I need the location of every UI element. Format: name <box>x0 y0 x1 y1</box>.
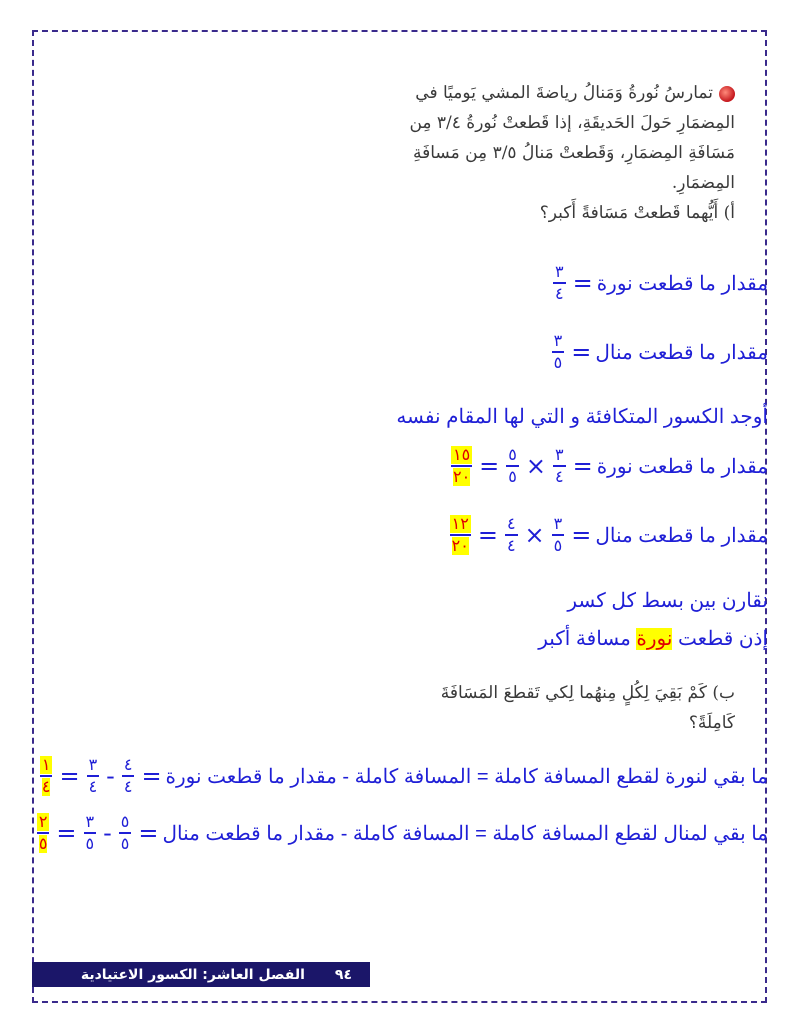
fraction-5-5: $\frac{٥}{٥}$ <box>508 445 517 486</box>
equals-sign: = <box>572 452 593 480</box>
conclusion-name-highlighted: نورة <box>636 628 673 650</box>
question-b <box>345 678 735 738</box>
question-b-line-1: ب) كَمْ بَقِيَ لِكُلٍ مِنهُما لِكي تَقطعَ المَسَافَةَ <box>440 683 735 703</box>
problem-line-2: المِضمَارِ حَولَ الحَديقَةِ، إذا قَطعتْ نُورةُ ٣/٤ مِن <box>409 113 735 133</box>
fraction-3-4: $\frac{٣}{٤}$ <box>554 445 564 486</box>
times-sign: × <box>525 452 546 480</box>
remaining-manal-text: ما بقي لمنال لقطع المسافة كاملة = المسافة كاملة - مقدار ما قطعت منال <box>162 822 768 845</box>
equals-sign: = <box>571 521 592 549</box>
chapter-title: الفصل العاشر: الكسور الاعتيادية <box>80 966 305 983</box>
compare-line <box>567 588 768 613</box>
question-a: أ) أَيُّهما قَطعتْ مَسَافةً أَكبر؟ <box>539 203 735 223</box>
question-b-line-2: كَامِلَةً؟ <box>688 713 735 733</box>
page-number: ٩٤ <box>334 966 352 983</box>
conclusion-line <box>538 626 768 651</box>
equals-sign: = <box>572 269 593 297</box>
manal-label: مقدار ما قطعت منال <box>595 524 768 547</box>
fraction-1-4-highlighted: $\frac{١}{٤}$ <box>41 755 51 796</box>
fraction-2-5-highlighted: $\frac{٢}{٥}$ <box>38 812 48 853</box>
noura-equivalent-row <box>448 446 768 486</box>
chapter-footer <box>32 962 370 987</box>
fraction-5-5: $\frac{٥}{٥}$ <box>120 812 130 853</box>
times-sign: × <box>524 521 545 549</box>
equals-sign: = <box>138 819 159 847</box>
noura-label: مقدار ما قطعت نورة <box>596 272 768 295</box>
equals-sign: = <box>141 762 162 790</box>
minus-sign: - <box>106 762 115 790</box>
fraction-15-20-highlighted: $\frac{١٥}{٢٠}$ <box>452 445 471 486</box>
fraction-3-4: $\frac{٣}{٤}$ <box>554 262 564 303</box>
problem-line-3: مَسَافَةِ المِضمَارِ، وَقَطعتْ مَنالُ ٣/٥ مِن مَسافَةِ <box>413 143 735 163</box>
manal-amount-row <box>549 332 768 372</box>
equals-sign: = <box>59 762 80 790</box>
fraction-3-5: $\frac{٣}{٥}$ <box>553 514 563 555</box>
fraction-4-4: $\frac{٤}{٤}$ <box>123 755 133 796</box>
equivalent-heading-text: أوجد الكسور المتكافئة و التي لها المقام نفسه <box>396 406 768 428</box>
fraction-12-20-highlighted: $\frac{١٢}{٢٠}$ <box>451 514 469 555</box>
manal-label: مقدار ما قطعت منال <box>595 341 768 364</box>
fraction-4-4: $\frac{٤}{٤}$ <box>506 514 516 555</box>
problem-line-4: المِضمَارِ. <box>671 173 735 193</box>
equals-sign: = <box>56 819 77 847</box>
noura-amount-row <box>550 263 768 303</box>
problem-line-1: تمارسُ نُورةُ وَمَنالُ رياضةَ المشي يَوميًا في <box>345 78 735 108</box>
fraction-3-4: $\frac{٣}{٤}$ <box>88 755 98 796</box>
fraction-3-5: $\frac{٣}{٥}$ <box>85 812 95 853</box>
conclusion-text: إذن قطعت نورة مسافة أكبر <box>538 628 768 650</box>
noura-label: مقدار ما قطعت نورة <box>596 455 768 478</box>
equals-sign: = <box>571 338 592 366</box>
minus-sign: - <box>103 819 112 847</box>
equals-sign: = <box>479 452 500 480</box>
equivalent-heading <box>396 404 768 429</box>
remaining-manal-row <box>34 813 768 853</box>
compare-text: نقارن بين بسط كل كسر <box>567 590 768 612</box>
equals-sign: = <box>477 521 498 549</box>
remaining-noura-row <box>37 756 768 796</box>
bullet-icon <box>719 86 735 102</box>
manal-equivalent-row <box>447 515 768 555</box>
remaining-noura-text: ما بقي لنورة لقطع المسافة كاملة = المسافة كاملة - مقدار ما قطعت نورة <box>165 765 768 788</box>
fraction-3-5: $\frac{٣}{٥}$ <box>553 331 563 372</box>
problem-statement <box>345 78 735 228</box>
